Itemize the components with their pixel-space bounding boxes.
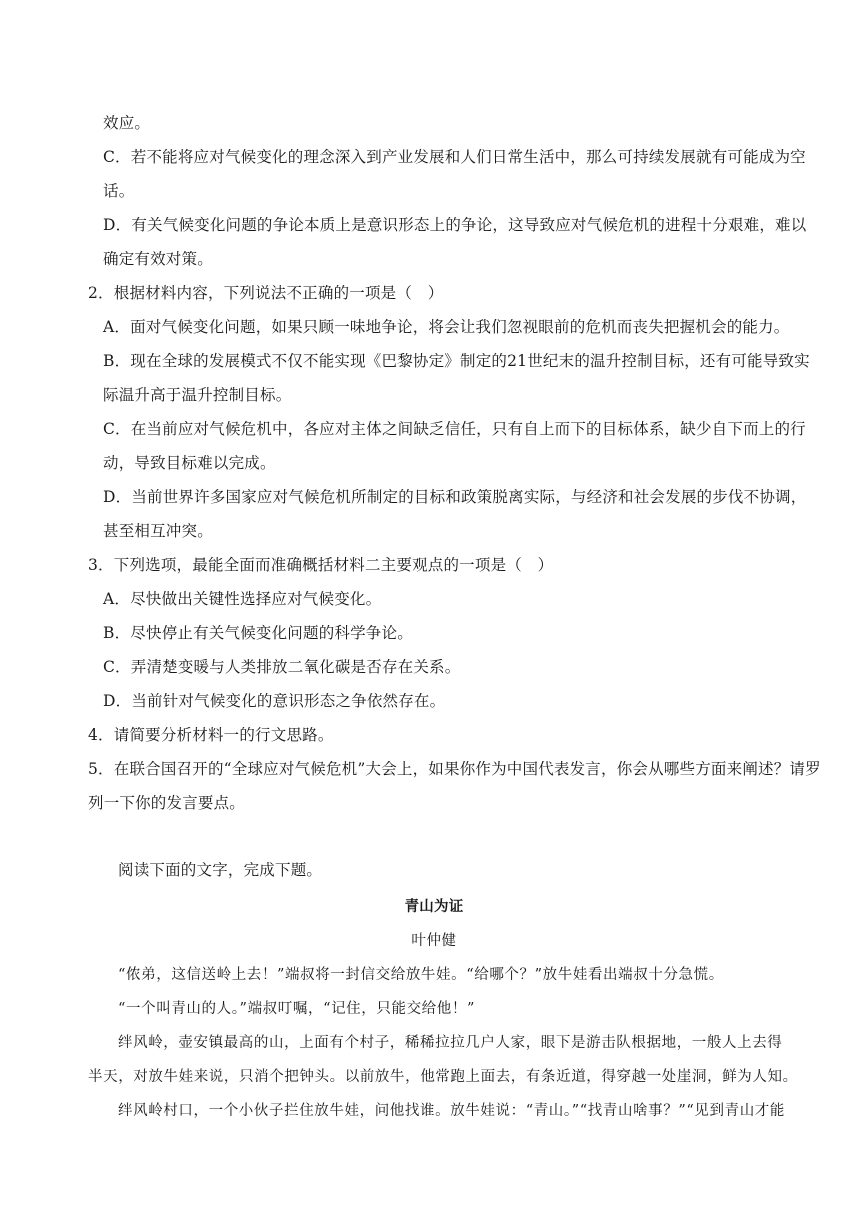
q2-stem: 2．根据材料内容，下列说法不正确的一项是（ ） (88, 284, 444, 302)
passage-paragraph: “侬弟，这信送岭上去！”端叔将一封信交给放牛娃。“给哪个？”放牛娃看出端叔十分急慌。 (118, 967, 724, 983)
q3-option-a: A．尽快做出关键性选择应对气候变化。 (103, 590, 382, 608)
q2-option-c: C．在当前应对气候危机中，各应对主体之间缺乏信任，只有自上而下的目标体系，缺少自下而上的行 (103, 420, 806, 438)
passage-author: 叶仲健 (411, 933, 457, 949)
q2-option-b: B．现在全球的发展模式不仅不能实现《巴黎协定》制定的21世纪末的温升控制目标，还有可能导致实 (103, 352, 810, 370)
q3-stem: 3．下列选项，最能全面而准确概括材料二主要观点的一项是（ ） (88, 556, 554, 574)
passage-paragraph: 绊风岭村口，一个小伙子拦住放牛娃，问他找谁。放牛娃说：“青山。”“找青山啥事？”“见到青山才能 (118, 1103, 786, 1119)
q3-option-d: D．当前针对气候变化的意识形态之争依然存在。 (103, 692, 446, 710)
q2-option-b-continuation: 际温升高于温升控制目标。 (103, 386, 292, 404)
q5-stem-continuation: 列一下你的发言要点。 (88, 794, 246, 812)
q1-option-b-continuation: 效应。 (103, 114, 151, 132)
q3-option-b: B．尽快停止有关气候变化问题的科学争论。 (103, 624, 413, 642)
q5-stem: 5．在联合国召开的“全球应对气候危机”大会上，如果你作为中国代表发言，你会从哪些方面来阐述？请罗 (88, 760, 821, 778)
passage-paragraph: 绊风岭，壶安镇最高的山，上面有个村子，稀稀拉拉几户人家，眼下是游击队根据地，一般人上去得 (118, 1035, 783, 1051)
q2-option-d-continuation: 甚至相互冲突。 (103, 522, 213, 540)
q1-option-c-continuation: 话。 (103, 182, 135, 200)
q3-option-c: C．弄清楚变暖与人类排放二氧化碳是否存在关系。 (103, 658, 461, 676)
q4-stem: 4．请简要分析材料一的行文思路。 (88, 726, 334, 744)
q2-option-d: D．当前世界许多国家应对气候危机所制定的目标和政策脱离实际，与经济和社会发展的步伐不协调， (103, 488, 807, 506)
passage-paragraph-continuation: 半天，对放牛娃来说，只消个把钟头。以前放牛，他常跑上面去，有条近道，得穿越一处崖洞，鲜为人知。 (88, 1069, 798, 1085)
passage-paragraph: “一个叫青山的人。”端叔叮嘱，“记住，只能交给他！” (118, 1001, 475, 1017)
q1-option-d-continuation: 确定有效对策。 (103, 250, 213, 268)
q2-option-c-continuation: 动，导致目标难以完成。 (103, 454, 276, 472)
passage-title: 青山为证 (404, 898, 464, 915)
q1-option-d: D．有关气候变化问题的争论本质上是意识形态上的争论，这导致应对气候危机的进程十分艰难，难以 (103, 216, 807, 234)
reading-instruction: 阅读下面的文字，完成下题。 (118, 861, 323, 879)
q1-option-c: C．若不能将应对气候变化的理念深入到产业发展和人们日常生活中，那么可持续发展就有可能成为空 (103, 148, 806, 166)
q2-option-a: A．面对气候变化问题，如果只顾一味地争论，将会让我们忽视眼前的危机而丧失把握机会的能力。 (103, 318, 790, 336)
